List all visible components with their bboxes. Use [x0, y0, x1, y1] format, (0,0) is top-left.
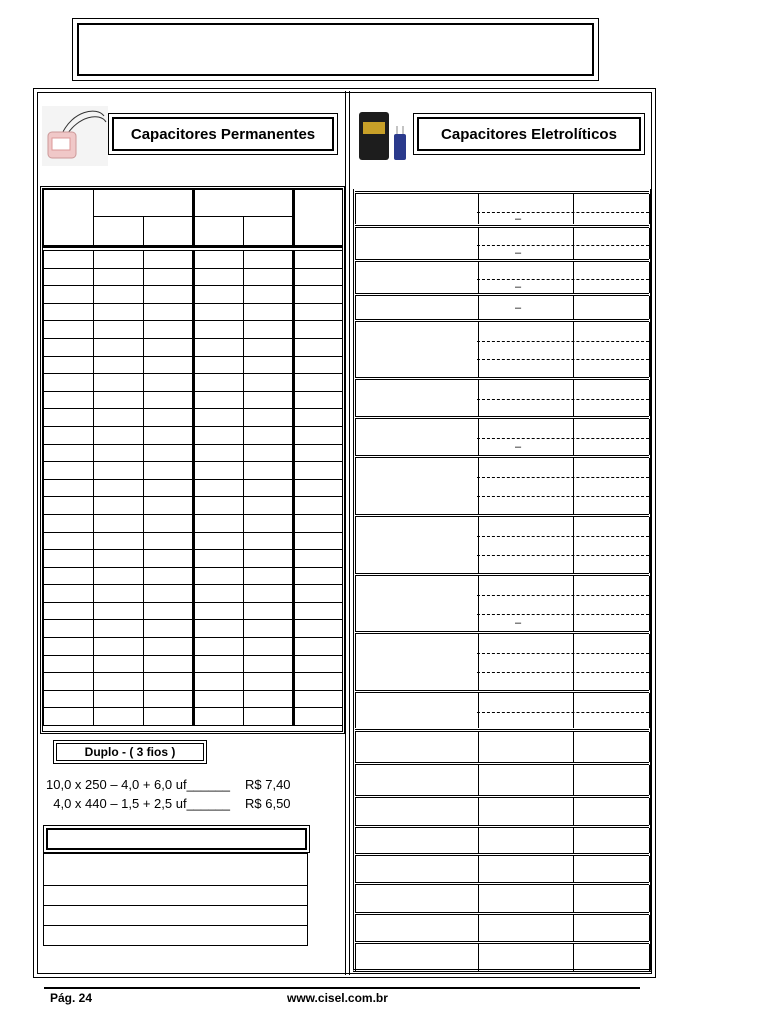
- table-row: [355, 455, 649, 514]
- duplo-price-2: R$ 6,50: [245, 796, 291, 811]
- table-row: [44, 514, 343, 532]
- dash-mark: –: [515, 302, 522, 314]
- permanent-capacitors-table: [40, 186, 345, 734]
- table-row: [44, 444, 343, 462]
- table-row: [355, 377, 649, 416]
- table-row: [355, 853, 649, 882]
- table-row: [44, 602, 343, 620]
- dash-mark: –: [515, 280, 522, 293]
- table-row: [44, 497, 343, 515]
- duplo-item-2: 4,0 x 440 – 1,5 + 2,5 uf______: [46, 796, 230, 811]
- table-row: [44, 426, 343, 444]
- table-row: [355, 729, 649, 762]
- table-row: [44, 567, 343, 585]
- table-row: [44, 251, 343, 269]
- bottom-left-box: [43, 825, 310, 946]
- duplo-label: Duplo - ( 3 fios ): [56, 743, 204, 761]
- table-row: [44, 638, 343, 656]
- table-row: [44, 673, 343, 691]
- table-row: [44, 690, 343, 708]
- table-row: [355, 319, 649, 377]
- table-row: [355, 912, 649, 941]
- capacitor-icon: [42, 106, 108, 166]
- table-row: [44, 356, 343, 374]
- table-row: [355, 631, 649, 690]
- table-row: [44, 620, 343, 638]
- table-row: [44, 321, 343, 339]
- panel-divider: [345, 91, 350, 975]
- table-row: [355, 573, 649, 631]
- dash-mark: –: [515, 246, 522, 259]
- table-row: [44, 268, 343, 286]
- dash-mark: –: [515, 441, 522, 453]
- header-box: [72, 18, 599, 81]
- table-row: [355, 416, 649, 455]
- footer-rule: [44, 987, 640, 989]
- table-row: [44, 462, 343, 480]
- table-row: [355, 882, 649, 912]
- table-row: [355, 191, 649, 224]
- table-row: [355, 225, 649, 259]
- table-row: [355, 762, 649, 795]
- table-row: [355, 941, 649, 971]
- table-row: [44, 585, 343, 603]
- table-row: [44, 532, 343, 550]
- table-row: [44, 391, 343, 409]
- duplo-item-1: 10,0 x 250 – 4,0 + 6,0 uf______: [46, 777, 230, 792]
- table-row: [44, 303, 343, 321]
- website: www.cisel.com.br: [287, 991, 388, 1005]
- table-row: [44, 655, 343, 673]
- table-row: [355, 690, 649, 728]
- page-number: Pág. 24: [50, 991, 93, 1005]
- table-row: [355, 259, 649, 293]
- dash-mark: –: [515, 617, 522, 629]
- table-row: [44, 338, 343, 356]
- table-row: [44, 479, 343, 497]
- table-row: [355, 825, 649, 853]
- duplo-price-1: R$ 7,40: [245, 777, 291, 792]
- table-row: [44, 550, 343, 568]
- duplo-label-box: [53, 740, 207, 764]
- table-row: [44, 286, 343, 304]
- table-row: [355, 514, 649, 573]
- section-title-permanentes: Capacitores Permanentes: [108, 113, 338, 155]
- table-row: [44, 409, 343, 427]
- dash-mark: –: [515, 212, 522, 225]
- table-row: [355, 795, 649, 825]
- table-row: [44, 374, 343, 392]
- table-row: [44, 708, 343, 726]
- section-title-eletroliticos: Capacitores Eletrolíticos: [413, 113, 645, 155]
- electrolytic-capacitor-icon: [356, 108, 410, 164]
- table-row: [355, 293, 649, 319]
